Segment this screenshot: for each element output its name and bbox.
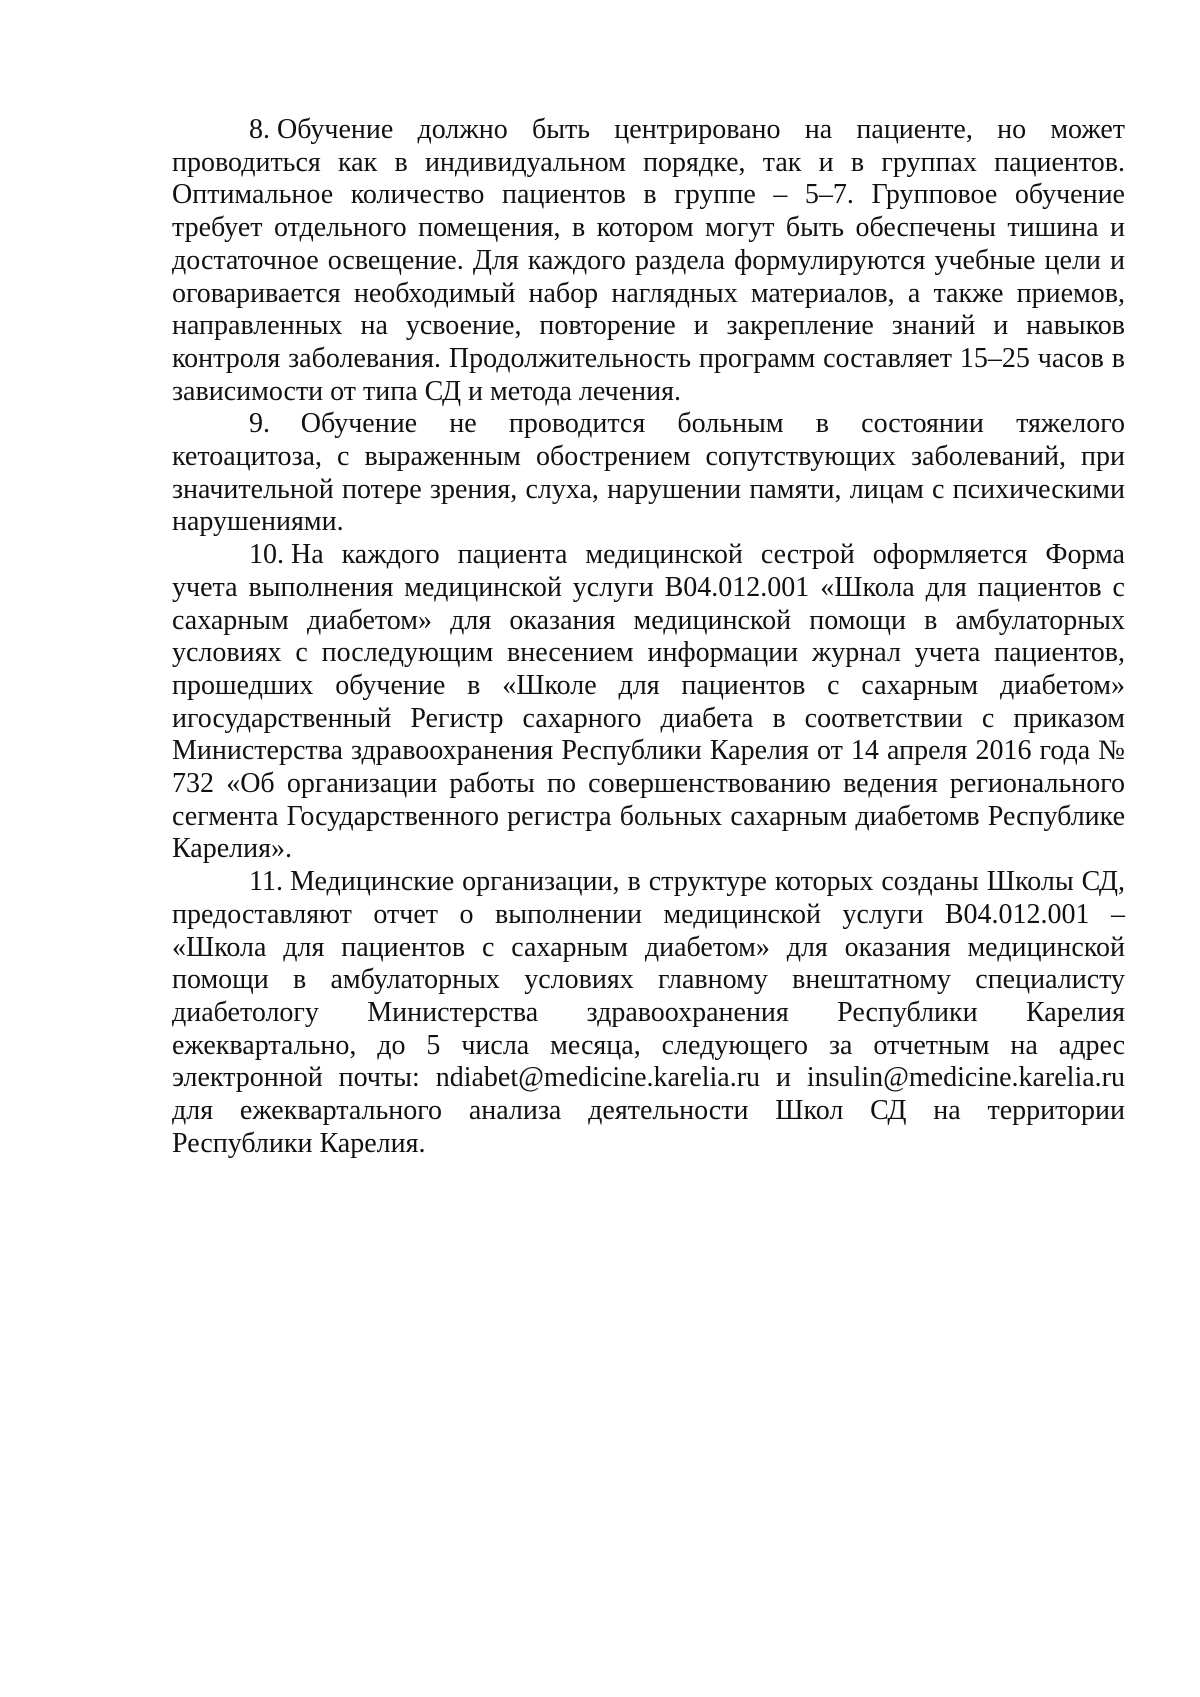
paragraph-text: На каждого пациента медицинской сестрой оформляется Форма учета выполнения медицинской услуги B04.012.001 «Школа для пациентов с сахарным диабетом» для оказания медицинской помощи в амбулаторных условиях с последующим внесением информации журнал учета пациентов, прошедших обучение в «Школе для пациентов с сахарным диабетом» игосударственный Регистр сахарного диабета в соответствии с приказом Министерства здравоохранения Республики Карелия от 14 апреля 2016 года № 732 «Об организации работы по совершенствованию ведения регионального сегмента Государственного регистра больных сахарным диабетомв Республике Карелия».	[172, 539, 1125, 865]
paragraph-text: Обучение не проводится больным в состоянии тяжелого кетоацитоза, с выраженным обострением сопутствующих заболеваний, при значительной потере зрения, слуха, нарушении памяти, лицам с психическими нарушениями.	[172, 408, 1125, 538]
paragraph-number: 9.	[249, 408, 270, 440]
paragraph-text: Медицинские организации, в структуре которых созданы Школы СД, предоставляют отчет о выполнении медицинской услуги B04.012.001 – «Школа для пациентов с сахарным диабетом» для оказания медицинской помощи в амбулаторных условиях главному внештатному специалисту диабетологу Министерства здравоохранения Республики Карелия ежеквартально, до 5 числа месяца, следующего за отчетным на адрес электронной почты: ndiabet@medicine.karelia.ru и insulin@medicine.karelia.ru для ежеквартального анализа деятельности Школ СД на территории Республики Карелия.	[172, 866, 1125, 1159]
paragraph-10	[172, 539, 1125, 866]
paragraph-9	[172, 408, 1125, 539]
paragraph-11	[172, 866, 1125, 1160]
paragraph-number: 11.	[249, 866, 283, 898]
document-page	[172, 114, 1125, 1161]
paragraph-text: Обучение должно быть центрировано на пациенте, но может проводиться как в индивидуальном порядке, так и в группах пациентов. Оптимальное количество пациентов в группе – 5–7. Групповое обучение требует отдельного помещения, в котором могут быть обеспечены тишина и достаточное освещение. Для каждого раздела формулируются учебные цели и оговаривается необходимый набор наглядных материалов, а также приемов, направленных на усвоение, повторение и закрепление знаний и навыков контроля заболевания. Продолжительность программ составляет 15–25 часов в зависимости от типа СД и метода лечения.	[172, 114, 1125, 407]
paragraph-number: 8.	[249, 114, 270, 145]
paragraph-number: 10.	[249, 539, 284, 571]
paragraph-8	[172, 114, 1125, 408]
